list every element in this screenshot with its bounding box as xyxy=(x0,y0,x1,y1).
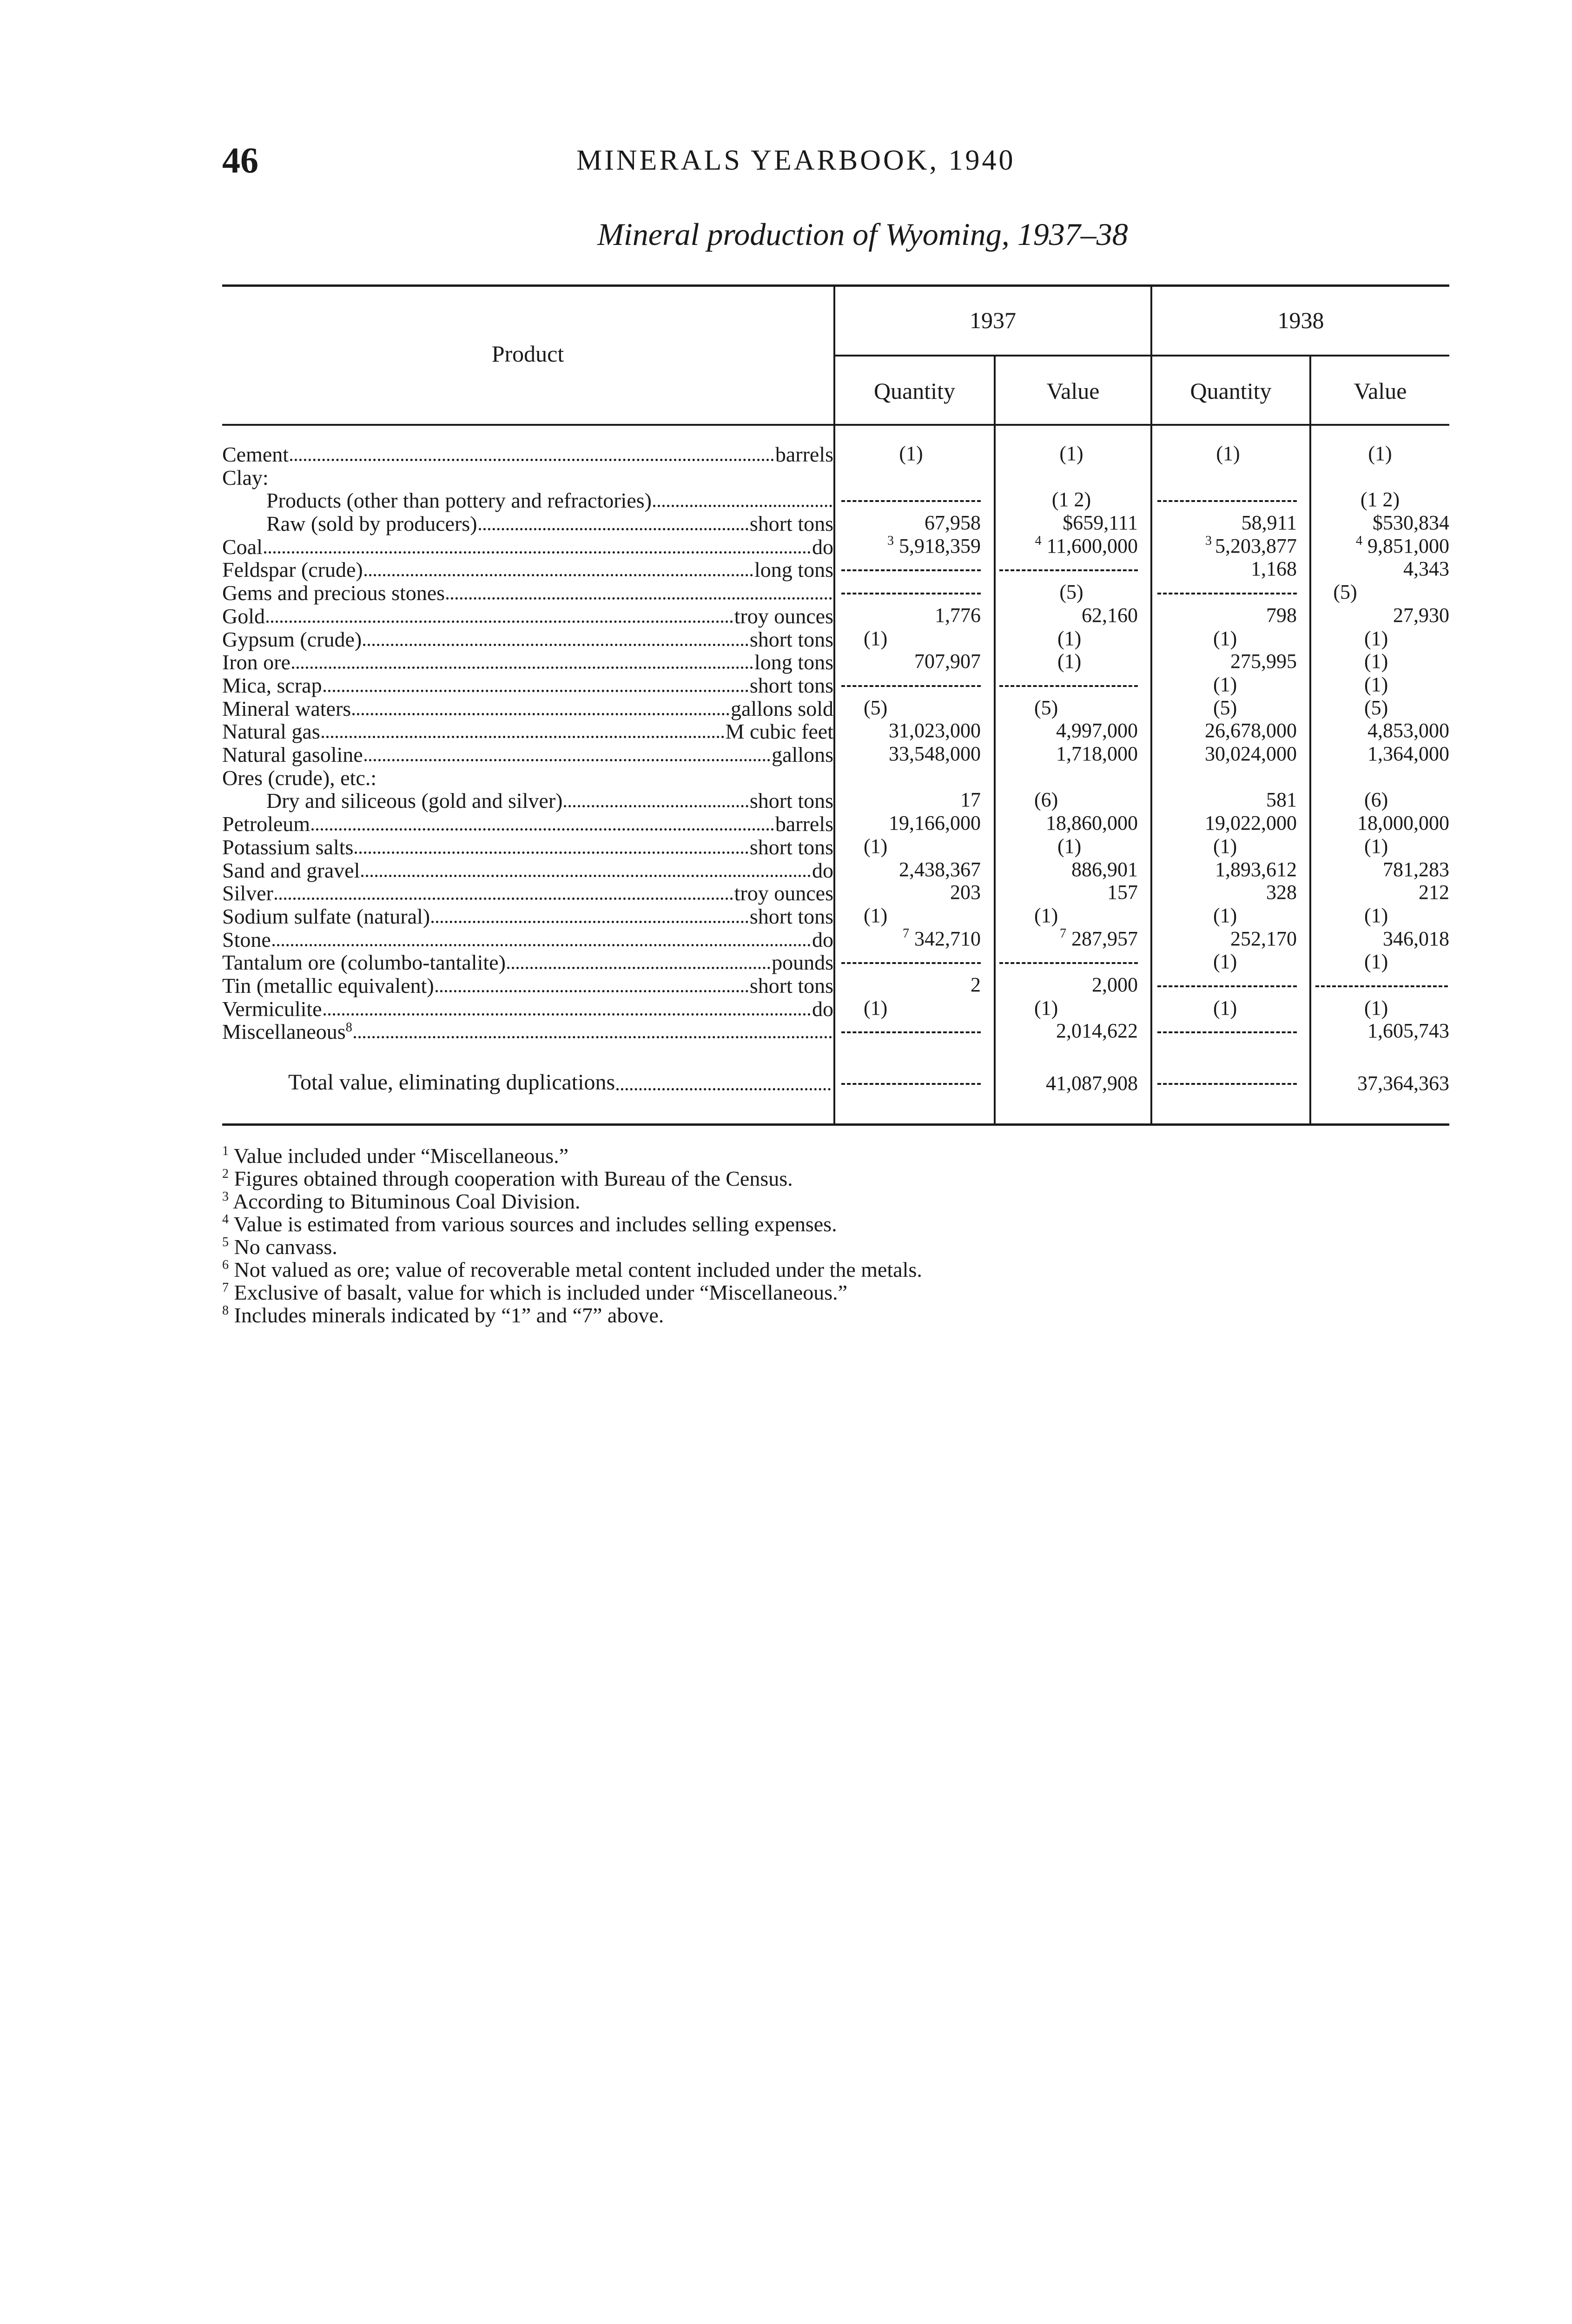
table-row: Products (other than pottery and refractories) xyxy=(222,488,833,511)
footnote: $^7$ Exclusive of basalt, value for which is included under “Miscellaneous.” xyxy=(222,1281,848,1304)
cell: 26,678,000 xyxy=(1205,719,1297,742)
cell: 58,911 xyxy=(1241,511,1297,534)
cell: 1,776 xyxy=(935,604,981,627)
empty-cell-dash xyxy=(999,673,1138,687)
cell: (6) xyxy=(1034,788,1058,811)
cell: (1) xyxy=(1213,627,1237,650)
table-top-rule xyxy=(222,284,1449,287)
value-header-1938: Value xyxy=(1354,378,1407,404)
empty-cell-dash xyxy=(841,581,981,594)
page-number: 46 xyxy=(222,140,258,180)
cell: 328 xyxy=(1266,881,1297,904)
table-row: Vermiculite do xyxy=(222,997,833,1021)
table-row: Mica, scrap short tons xyxy=(222,673,833,697)
table-row: Raw (sold by producers) short tons xyxy=(266,512,833,535)
cell: (1) xyxy=(864,835,888,858)
product-header: Product xyxy=(491,341,564,367)
table-row: Gold troy ounces xyxy=(222,604,833,628)
cell: (1) xyxy=(1213,835,1237,858)
cell: 33,548,000 xyxy=(889,742,981,765)
value-header-1937: Value xyxy=(1046,378,1100,404)
cell: (1) xyxy=(864,904,888,927)
cell: (1) xyxy=(1364,904,1388,927)
cell: (1) xyxy=(1364,835,1388,858)
cell: 2,438,367 xyxy=(899,858,981,881)
cell: 1,893,612 xyxy=(1215,858,1297,881)
cell: (1) xyxy=(1034,904,1058,927)
column-divider xyxy=(1150,287,1152,1123)
table-row: Ores (crude), etc.: xyxy=(222,766,377,790)
cell: (1) xyxy=(864,627,888,650)
cell: (1) xyxy=(899,442,923,465)
empty-cell-dash xyxy=(841,1019,981,1033)
empty-cell-dash xyxy=(1157,1019,1297,1033)
cell: 2,014,622 xyxy=(1056,1019,1138,1042)
empty-cell-dash xyxy=(1157,1071,1297,1085)
cell: 62,160 xyxy=(1082,604,1138,627)
cell: 1,605,743 xyxy=(1367,1019,1449,1042)
table-row: Sodium sulfate (natural) short tons xyxy=(222,905,833,928)
table-row: Stone do xyxy=(222,928,833,951)
table-row: Potassium salts short tons xyxy=(222,835,833,859)
cell: (1) xyxy=(1213,950,1237,973)
footnote: $^6$ Not valued as ore; value of recoverable metal content included under the metals. xyxy=(222,1258,922,1281)
cell: 67,958 xyxy=(925,511,981,534)
cell: 30,024,000 xyxy=(1205,742,1297,765)
empty-cell-dash xyxy=(841,673,981,687)
table-row: Natural gasoline gallons xyxy=(222,743,833,766)
cell: 707,907 xyxy=(914,650,981,673)
column-divider xyxy=(1309,357,1311,1123)
cell: (1) xyxy=(864,997,888,1019)
cell: 1,718,000 xyxy=(1056,742,1138,765)
cell: 17 xyxy=(960,788,981,811)
cell: (1) xyxy=(1364,997,1388,1019)
cell: 886,901 xyxy=(1071,858,1138,881)
cell: $^4$ 11,600,000 xyxy=(1035,534,1138,557)
table-row: Miscellaneous$^8$ xyxy=(222,1019,833,1043)
cell: (1) xyxy=(1057,627,1082,650)
empty-cell-dash xyxy=(1315,973,1448,987)
table-row: Tin (metallic equivalent) short tons xyxy=(222,974,833,997)
table-row: Clay: xyxy=(222,466,269,489)
cell: 252,170 xyxy=(1230,927,1297,950)
quantity-header-1938: Quantity xyxy=(1190,378,1272,404)
cell: 581 xyxy=(1266,788,1297,811)
empty-cell-dash xyxy=(999,557,1138,571)
table-title: Mineral production of Wyoming, 1937–38 xyxy=(597,217,1128,252)
cell: (1) xyxy=(1057,650,1082,673)
cell: (1) xyxy=(1364,627,1388,650)
cell: $^4$ 9,851,000 xyxy=(1356,534,1449,557)
table-row: Silver troy ounces xyxy=(222,881,833,905)
cell: (1) xyxy=(1057,835,1082,858)
cell: $^3$ 5,918,359 xyxy=(887,534,981,557)
cell: $^7$ 287,957 xyxy=(1060,926,1138,950)
empty-cell-dash xyxy=(841,1071,981,1085)
cell: (1) xyxy=(1213,904,1237,927)
cell: 1,364,000 xyxy=(1367,742,1449,765)
table-row: Cement barrels xyxy=(222,442,833,466)
cell: (5) xyxy=(1333,581,1357,603)
cell: 1,168 xyxy=(1251,557,1297,580)
empty-cell-dash xyxy=(1157,581,1297,594)
cell: 4,343 xyxy=(1403,557,1449,580)
cell: (5) xyxy=(1034,696,1058,719)
table-row: Coal do xyxy=(222,535,833,559)
cell: (5) xyxy=(1059,581,1083,603)
year-header-rule xyxy=(834,355,1449,357)
footnote: $^2$ Figures obtained through cooperation with Bureau of the Census. xyxy=(222,1167,793,1190)
table-row: Sand and gravel do xyxy=(222,858,833,882)
cell: 18,000,000 xyxy=(1357,812,1449,834)
total-value-1937: 41,087,908 xyxy=(1046,1072,1138,1095)
empty-cell-dash xyxy=(841,488,981,502)
year-1938-header: 1938 xyxy=(1277,307,1324,333)
table-row: Dry and siliceous (gold and silver) short tons xyxy=(266,789,833,812)
header-bottom-rule xyxy=(222,424,1449,426)
total-value-1938: 37,364,363 xyxy=(1357,1072,1449,1095)
cell: 19,022,000 xyxy=(1205,812,1297,834)
cell: (1) xyxy=(1364,950,1388,973)
cell: 31,023,000 xyxy=(889,719,981,742)
column-divider xyxy=(994,357,996,1123)
table-row: Petroleum barrels xyxy=(222,812,833,836)
cell: 27,930 xyxy=(1393,604,1449,627)
empty-cell-dash xyxy=(1157,973,1297,987)
table-row: Mineral waters gallons sold xyxy=(222,697,833,720)
table-bottom-rule xyxy=(222,1123,1449,1126)
table-row: Natural gas M cubic feet xyxy=(222,720,833,743)
empty-cell-dash xyxy=(841,950,981,964)
cell: $659,111 xyxy=(1063,511,1138,534)
cell: 4,853,000 xyxy=(1367,719,1449,742)
total-row-label: Total value, eliminating duplications xyxy=(288,1070,832,1095)
cell: (1) xyxy=(1368,442,1392,465)
empty-cell-dash xyxy=(999,950,1138,964)
running-head: MINERALS YEARBOOK, 1940 xyxy=(576,145,1016,176)
empty-cell-dash xyxy=(841,557,981,571)
cell: (1) xyxy=(1364,650,1388,673)
cell: $^7$ 342,710 xyxy=(903,926,981,950)
footnote: $^4$ Value is estimated from various sources and includes selling expenses. xyxy=(222,1212,837,1236)
cell: (1) xyxy=(1213,673,1237,696)
table-row: Tantalum ore (columbo-tantalite) pounds xyxy=(222,951,833,974)
cell: 346,018 xyxy=(1383,927,1449,950)
column-divider xyxy=(833,287,835,1123)
cell: 2 xyxy=(971,973,981,996)
footnote: $^1$ Value included under “Miscellaneous.” xyxy=(222,1144,569,1168)
cell: (1) xyxy=(1216,442,1240,465)
year-1937-header: 1937 xyxy=(970,307,1016,333)
table-row: Iron ore long tons xyxy=(222,650,833,674)
footnote: $^3$ According to Bituminous Coal Division. xyxy=(222,1189,581,1213)
cell: 4,997,000 xyxy=(1056,719,1138,742)
cell: 2,000 xyxy=(1092,973,1138,996)
table-row: Gems and precious stones xyxy=(222,581,833,604)
cell: (6) xyxy=(1364,788,1388,811)
cell: 19,166,000 xyxy=(889,812,981,834)
cell: (5) xyxy=(1213,696,1237,719)
cell: (1) xyxy=(1364,673,1388,696)
cell: 203 xyxy=(950,881,981,904)
table-row: Gypsum (crude) short tons xyxy=(222,627,833,651)
cell: $530,834 xyxy=(1373,511,1449,534)
cell: 18,860,000 xyxy=(1046,812,1138,834)
cell: 798 xyxy=(1266,604,1297,627)
cell: 212 xyxy=(1419,881,1449,904)
footnote: $^5$ No canvass. xyxy=(222,1235,337,1259)
cell: 157 xyxy=(1107,881,1138,904)
cell: (1) xyxy=(1059,442,1083,465)
cell: (1 2) xyxy=(1360,488,1400,511)
cell: (5) xyxy=(864,696,888,719)
cell: (1 2) xyxy=(1051,488,1091,511)
cell: (5) xyxy=(1364,696,1388,719)
cell: 781,283 xyxy=(1383,858,1449,881)
table-row: Feldspar (crude) long tons xyxy=(222,558,833,581)
cell: (1) xyxy=(1213,997,1237,1019)
cell: $^3$ 5,203,877 xyxy=(1205,534,1297,557)
empty-cell-dash xyxy=(1157,488,1297,502)
footnote: $^8$ Includes minerals indicated by “1” and “7” above. xyxy=(222,1303,664,1327)
cell: (1) xyxy=(1034,997,1058,1019)
cell: 275,995 xyxy=(1230,650,1297,673)
quantity-header-1937: Quantity xyxy=(874,378,955,404)
